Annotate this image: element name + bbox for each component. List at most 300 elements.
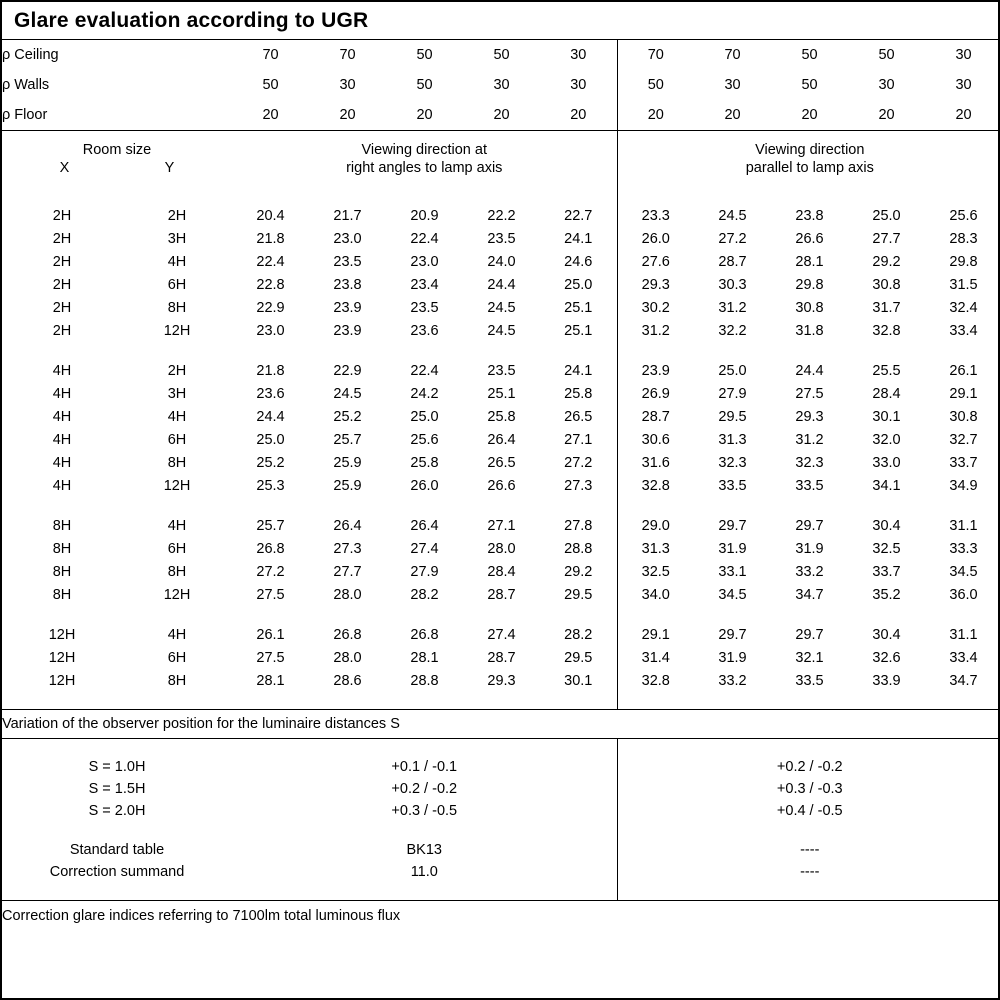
ugr-value: 30.4 [872,517,901,534]
ugr-value: 33.7 [949,454,978,471]
ugr-value: 22.4 [256,253,285,270]
spacer-cell [848,739,925,757]
spacer-cell [925,342,1000,359]
spacer-cell [925,822,1000,839]
table-row [2,359,1000,382]
row-x: 2H [52,299,72,316]
ugr-value: 34.5 [949,563,978,580]
variation-row [2,778,1000,800]
ugr-value: 27.6 [617,250,694,273]
ugr-value: 29.5 [564,649,593,666]
ugr-value: 22.4 [410,230,439,247]
ugr-value: 33.1 [718,563,747,580]
spacer-cell [617,187,694,204]
ugr-value: 29.1 [949,385,978,402]
row-y: 3H [167,385,187,402]
ugr-value: 33.9 [872,672,901,689]
footer-note: Correction glare indices referring to 7100lm total luminous flux [2,908,401,924]
ugr-value: 24.5 [487,322,516,339]
ugr-value: 26.1 [949,362,978,379]
ugr-value: 23.8 [333,276,362,293]
ugr-value: 25.0 [718,362,747,379]
spacer-cell [540,342,617,359]
spacer-cell [232,739,309,757]
ugr-value: 26.0 [410,477,439,494]
ugr-value: 27.1 [487,517,516,534]
variation-perpendicular-value: +0.2 / -0.2 [391,781,458,797]
table-row [2,560,1000,583]
ugr-value: 28.4 [487,563,516,580]
standard-label: Correction summand [49,864,185,880]
spacer-cell [540,883,617,901]
ugr-value: 31.9 [795,540,824,557]
spacer-cell [694,606,771,623]
group-spacer [2,187,1000,204]
table-row [2,623,1000,646]
row-x: 12H [48,672,76,689]
ugr-value: 31.2 [617,319,694,342]
ugr-value: 26.6 [487,477,516,494]
reflectance-value: 30 [724,77,741,93]
ugr-value: 27.5 [256,586,285,603]
ugr-value: 33.2 [718,672,747,689]
row-x: 12H [48,626,76,643]
ugr-value: 31.1 [949,626,978,643]
ugr-value: 24.5 [718,207,747,224]
ugr-value: 30.8 [872,276,901,293]
spacer-cell [617,822,694,839]
row-x: 4H [52,477,72,494]
ugr-value: 33.0 [872,454,901,471]
standard-table-row [2,839,1000,861]
ugr-value: 32.8 [872,322,901,339]
reflectance-row-ceiling [2,40,1000,70]
ugr-value: 27.3 [333,540,362,557]
row-x: 8H [52,540,72,557]
viewing-perpendicular-line2: right angles to lamp axis [346,160,503,176]
variation-perpendicular-value: +0.3 / -0.5 [391,803,458,819]
spacer-cell [848,606,925,623]
spacer-cell [463,606,540,623]
spacer-cell [694,187,771,204]
ugr-value: 23.0 [256,322,285,339]
ugr-value: 25.7 [256,517,285,534]
reflectance-value: 20 [925,100,1000,131]
row-y: 3H [167,230,187,247]
ugr-value: 28.8 [564,540,593,557]
table-row [2,227,1000,250]
ugr-value: 28.6 [333,672,362,689]
spacer-cell [771,739,848,757]
ugr-value: 25.6 [949,207,978,224]
ugr-value: 25.1 [564,322,593,339]
table-row [2,537,1000,560]
spacer-cell [2,692,122,710]
group-spacer-bottom [2,692,1000,710]
room-size-y-label: Y [164,160,175,176]
reflectance-value: 50 [617,70,694,100]
ugr-value: 27.4 [487,626,516,643]
reflectance-label: ρ Ceiling [2,47,59,63]
table-row [2,669,1000,692]
standard-parallel-value: ---- [617,839,1000,861]
standard-label: Standard table [69,842,165,858]
ugr-value: 29.2 [564,563,593,580]
room-size-header [2,131,232,188]
ugr-value: 34.5 [718,586,747,603]
spacer-cell [540,739,617,757]
spacer-cell [694,739,771,757]
spacer-cell [122,739,232,757]
spacer-cell [771,497,848,514]
row-x: 2H [52,276,72,293]
table-row [2,382,1000,405]
ugr-value: 29.8 [795,276,824,293]
ugr-value: 25.2 [256,454,285,471]
spacer-cell [386,497,463,514]
reflectance-value: 50 [493,47,510,63]
ugr-value: 30.8 [949,408,978,425]
ugr-value: 32.4 [949,299,978,316]
ugr-value: 27.8 [564,517,593,534]
ugr-value: 32.1 [795,649,824,666]
ugr-value: 25.0 [564,276,593,293]
reflectance-value: 30 [570,77,587,93]
reflectance-value: 20 [232,100,309,131]
ugr-value: 25.8 [410,454,439,471]
ugr-value: 28.0 [333,586,362,603]
spacer-cell [925,497,1000,514]
reflectance-value: 20 [694,100,771,131]
spacer-cell [771,342,848,359]
ugr-value: 20.9 [410,207,439,224]
ugr-value: 32.5 [617,560,694,583]
group-spacer [2,342,1000,359]
row-x: 4H [52,454,72,471]
ugr-value: 29.5 [718,408,747,425]
spacer-cell [386,883,463,901]
ugr-value: 30.2 [617,296,694,319]
ugr-value: 27.7 [872,230,901,247]
ugr-value: 25.9 [333,454,362,471]
spacer-cell [848,187,925,204]
spacer-cell [122,883,232,901]
ugr-value: 26.8 [410,626,439,643]
ugr-value: 25.0 [410,408,439,425]
table-row [2,204,1000,227]
ugr-value: 28.2 [410,586,439,603]
ugr-value: 35.2 [872,586,901,603]
standard-perpendicular-value: 11.0 [410,864,438,880]
spacer-cell [540,187,617,204]
ugr-value: 21.8 [256,362,285,379]
spacer-cell [617,606,694,623]
spacer-cell [386,739,463,757]
reflectance-value: 20 [617,100,694,131]
variation-label: S = 2.0H [88,803,146,819]
ugr-value: 27.5 [795,385,824,402]
ugr-value: 25.7 [333,431,362,448]
row-y: 8H [167,563,187,580]
spacer-cell [617,739,694,757]
spacer-cell [848,497,925,514]
ugr-value: 31.9 [718,649,747,666]
ugr-value: 32.8 [617,474,694,497]
row-y: 12H [163,586,191,603]
reflectance-value: 50 [416,47,433,63]
spacer-cell [540,822,617,839]
spacer-cell [771,822,848,839]
spacer-cell [122,342,232,359]
table-row [2,428,1000,451]
ugr-value: 24.4 [256,408,285,425]
room-size-label: Room size [82,141,152,158]
spacer-cell [925,606,1000,623]
spacer-cell [540,497,617,514]
ugr-value: 31.7 [872,299,901,316]
reflectance-value: 20 [309,100,386,131]
ugr-value: 33.7 [872,563,901,580]
ugr-value: 25.1 [564,299,593,316]
ugr-value: 30.6 [617,428,694,451]
variation-row [2,756,1000,778]
spacer-cell [771,692,848,710]
ugr-value: 28.0 [487,540,516,557]
spacer-cell [232,606,309,623]
row-y: 4H [167,517,187,534]
table-row [2,514,1000,537]
spacer-cell [232,497,309,514]
ugr-value: 23.9 [333,322,362,339]
ugr-value: 25.8 [487,408,516,425]
spacer-cell [386,606,463,623]
row-y: 8H [167,299,187,316]
spacer-cell [122,187,232,204]
spacer-cell [232,822,309,839]
reflectance-row-walls [2,70,1000,100]
ugr-value: 29.2 [872,253,901,270]
reflectance-row-floor [2,100,1000,131]
spacer-cell [463,342,540,359]
spacer-cell [386,692,463,710]
ugr-value: 26.9 [617,382,694,405]
viewing-parallel-line1: Viewing direction [755,141,865,158]
spacer-cell [2,739,122,757]
spacer-cell [617,883,694,901]
row-y: 4H [167,626,187,643]
row-x: 4H [52,431,72,448]
variation-label: S = 1.5H [88,781,146,797]
reflectance-value: 20 [771,100,848,131]
table-row [2,474,1000,497]
ugr-value: 36.0 [949,586,978,603]
ugr-value: 33.3 [949,540,978,557]
ugr-value: 24.1 [564,230,593,247]
spacer-cell [232,883,309,901]
ugr-value: 34.1 [872,477,901,494]
ugr-value: 23.8 [795,207,824,224]
ugr-value: 24.0 [487,253,516,270]
ugr-value: 32.3 [718,454,747,471]
ugr-value: 31.1 [949,517,978,534]
spacer-cell [122,822,232,839]
ugr-value: 29.0 [617,514,694,537]
ugr-value: 26.4 [333,517,362,534]
reflectance-value: 50 [416,77,433,93]
spacer-cell [386,187,463,204]
viewing-direction-perpendicular-header [232,131,617,188]
ugr-value: 21.7 [333,207,362,224]
spacer-cell [848,342,925,359]
ugr-value: 22.7 [564,207,593,224]
reflectance-value: 30 [955,47,972,63]
variation-note: Variation of the observer position for the luminaire distances S [2,710,1000,739]
ugr-value: 27.2 [718,230,747,247]
ugr-value: 33.5 [795,477,824,494]
spacer-cell [309,497,386,514]
row-x: 2H [52,322,72,339]
ugr-value: 25.0 [872,207,901,224]
reflectance-value: 70 [724,47,741,63]
ugr-value: 31.3 [617,537,694,560]
ugr-value: 26.4 [410,517,439,534]
spacer-cell [694,692,771,710]
ugr-value: 25.5 [872,362,901,379]
ugr-value: 29.5 [564,586,593,603]
ugr-value: 34.7 [949,672,978,689]
variation-parallel-value: +0.3 / -0.3 [617,778,1000,800]
ugr-value: 24.5 [487,299,516,316]
variation-parallel-value: +0.2 / -0.2 [617,756,1000,778]
row-x: 8H [52,563,72,580]
spacer-cell [122,606,232,623]
spacer-cell [694,883,771,901]
row-y: 6H [167,649,187,666]
row-y: 12H [163,477,191,494]
ugr-value: 32.2 [718,322,747,339]
ugr-value: 29.7 [718,626,747,643]
ugr-value: 31.2 [795,431,824,448]
spacer-cell [925,692,1000,710]
ugr-value: 33.5 [795,672,824,689]
row-y: 6H [167,540,187,557]
ugr-value: 28.2 [564,626,593,643]
ugr-value: 26.1 [256,626,285,643]
ugr-value: 25.0 [256,431,285,448]
spacer-cell [122,497,232,514]
reflectance-value: 20 [540,100,617,131]
ugr-value: 23.6 [410,322,439,339]
reflectance-label: ρ Walls [2,77,50,93]
reflectance-value: 30 [955,77,972,93]
ugr-value: 29.7 [718,517,747,534]
ugr-value: 27.2 [256,563,285,580]
spacer-cell [848,692,925,710]
spacer-cell [232,187,309,204]
row-y: 12H [163,322,191,339]
ugr-value: 26.5 [487,454,516,471]
spacer-cell [925,739,1000,757]
ugr-value: 30.3 [718,276,747,293]
reflectance-value: 30 [570,47,587,63]
ugr-value: 26.4 [487,431,516,448]
ugr-value: 26.8 [333,626,362,643]
footer-spacer [2,883,1000,901]
variation-parallel-value: +0.4 / -0.5 [617,800,1000,822]
ugr-value: 24.4 [487,276,516,293]
ugr-value: 33.4 [949,649,978,666]
spacer-cell [309,692,386,710]
row-y: 2H [167,362,187,379]
ugr-value: 32.3 [795,454,824,471]
ugr-value: 25.2 [333,408,362,425]
row-y: 4H [167,408,187,425]
reflectance-value: 50 [262,77,279,93]
spacer-cell [925,883,1000,901]
spacer-cell [2,883,122,901]
ugr-value: 28.0 [333,649,362,666]
ugr-value: 28.7 [487,586,516,603]
ugr-value: 34.0 [617,583,694,606]
table-row [2,583,1000,606]
reflectance-value: 70 [339,47,356,63]
ugr-value: 25.3 [256,477,285,494]
spacer-cell [232,342,309,359]
variation-note-row [2,710,1000,739]
ugr-value: 22.2 [487,207,516,224]
spacer-cell [694,822,771,839]
ugr-value: 25.8 [564,385,593,402]
standard-spacer [2,822,1000,839]
ugr-value: 23.3 [617,204,694,227]
spacer-cell [463,497,540,514]
ugr-value: 28.8 [410,672,439,689]
ugr-value: 28.7 [487,649,516,666]
ugr-value: 33.5 [718,477,747,494]
ugr-value: 31.2 [718,299,747,316]
spacer-cell [309,342,386,359]
table-row [2,250,1000,273]
ugr-value: 22.4 [410,362,439,379]
variation-label: S = 1.0H [88,759,146,775]
ugr-value: 23.9 [617,359,694,382]
spacer-cell [463,883,540,901]
ugr-value: 23.5 [333,253,362,270]
ugr-value: 24.4 [795,362,824,379]
row-x: 8H [52,517,72,534]
row-x: 2H [52,253,72,270]
spacer-cell [463,187,540,204]
ugr-value: 24.2 [410,385,439,402]
ugr-value: 21.8 [256,230,285,247]
ugr-value: 31.9 [718,540,747,557]
row-x: 12H [48,649,76,666]
standard-perpendicular-value: BK13 [406,842,442,858]
ugr-value: 26.8 [256,540,285,557]
ugr-value: 28.1 [795,253,824,270]
ugr-value: 24.5 [333,385,362,402]
page-title: Glare evaluation according to UGR [14,8,369,32]
ugr-value: 29.3 [795,408,824,425]
ugr-value: 27.4 [410,540,439,557]
ugr-value: 29.7 [795,517,824,534]
correction-summand-row [2,861,1000,883]
ugr-value: 30.1 [872,408,901,425]
reflectance-value: 70 [262,47,279,63]
ugr-value: 29.3 [617,273,694,296]
spacer-cell [617,497,694,514]
ugr-value: 25.6 [410,431,439,448]
